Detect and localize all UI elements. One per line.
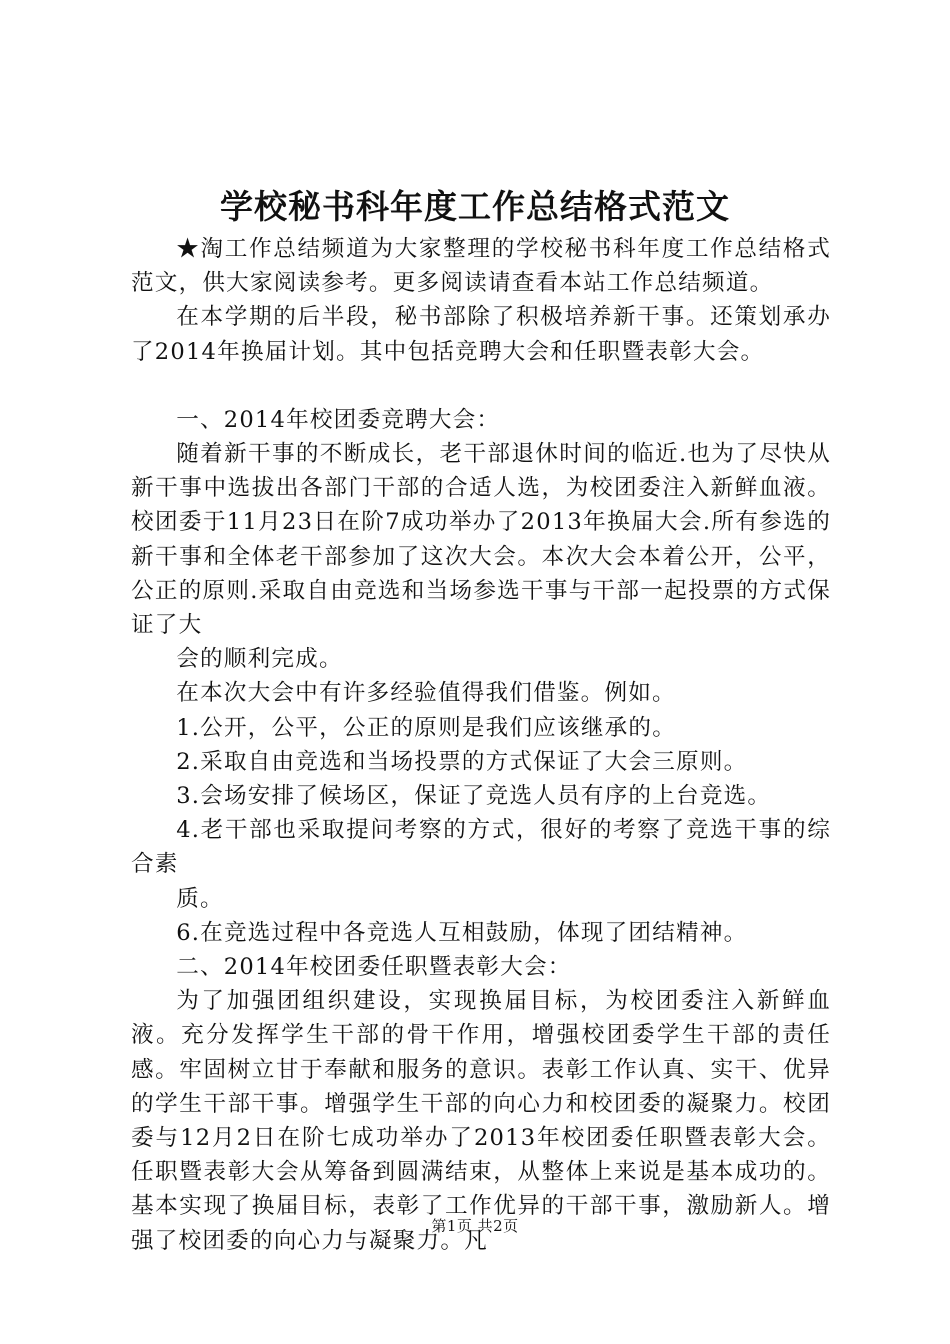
page-footer: 第1页 共2页 — [431, 1217, 519, 1235]
document-body — [131, 232, 831, 1258]
intro-paragraph: ★淘工作总结频道为大家整理的学校秘书科年度工作总结格式范文，供大家阅读参考。更多阅读请查看本站工作总结频道。 — [131, 236, 831, 297]
document-title: 学校秘书科年度工作总结格式范文 — [220, 187, 730, 226]
list-item: 3.会场安排了候场区，保证了竞选人员有序的上台竞选。 — [176, 783, 772, 810]
list-item: 2.采取自由竞选和当场投票的方式保证了大会三原则。 — [176, 748, 748, 775]
section-heading-2: 二、2014年校团委任职暨表彰大会： — [176, 954, 572, 981]
list-item: 6.在竞选过程中各竞选人互相鼓励，体现了团结精神。 — [176, 919, 748, 946]
list-item: 1.公开，公平，公正的原则是我们应该继承的。 — [176, 714, 677, 741]
summary-paragraph: 在本学期的后半段，秘书部除了积极培养新干事。还策划承办了2014年换届计划。其中包括竞聘大会和任职暨表彰大会。 — [131, 304, 831, 365]
body-paragraph: 在本次大会中有许多经验值得我们借鉴。例如。 — [176, 680, 676, 707]
list-item: 4.老干部也采取提问考察的方式，很好的考察了竞选干事的综合素 — [131, 817, 831, 878]
list-item: 质。 — [176, 885, 224, 912]
body-paragraph: 为了加强团组织建设，实现换届目标，为校团委注入新鲜血液。充分发挥学生干部的骨干作用，增强校团委学生干部的责任感。牢固树立甘于奉献和服务的意识。表彰工作认真、实干、优异的学生干部干事。增强学生干部的向心力和校团委的凝聚力。校团委与12月2日在阶七成功举办了2013年校团委任职暨表彰大会。任职暨表彰大会从筹备到圆满结束，从整体上来说是基本成功的。基本实现了换届目标，表彰了工作优异的干部干事，激励新人。增强了校团委的向心力与凝聚力。凡 — [131, 988, 831, 1254]
body-paragraph: 随着新干事的不断成长，老干部退休时间的临近.也为了尽快从新干事中选拔出各部门干部的合适人选，为校团委注入新鲜血液。校团委于11月23日在阶7成功举办了2013年换届大会.所有参选的新干事和全体老干部参加了这次大会。本次大会本着公开，公平，公正的原则.采取自由竞选和当场参选干事与干部一起投票的方式保证了大 — [131, 441, 831, 639]
body-paragraph: 会的顺利完成。 — [176, 646, 343, 673]
section-heading-1: 一、2014年校团委竞聘大会： — [176, 406, 501, 433]
